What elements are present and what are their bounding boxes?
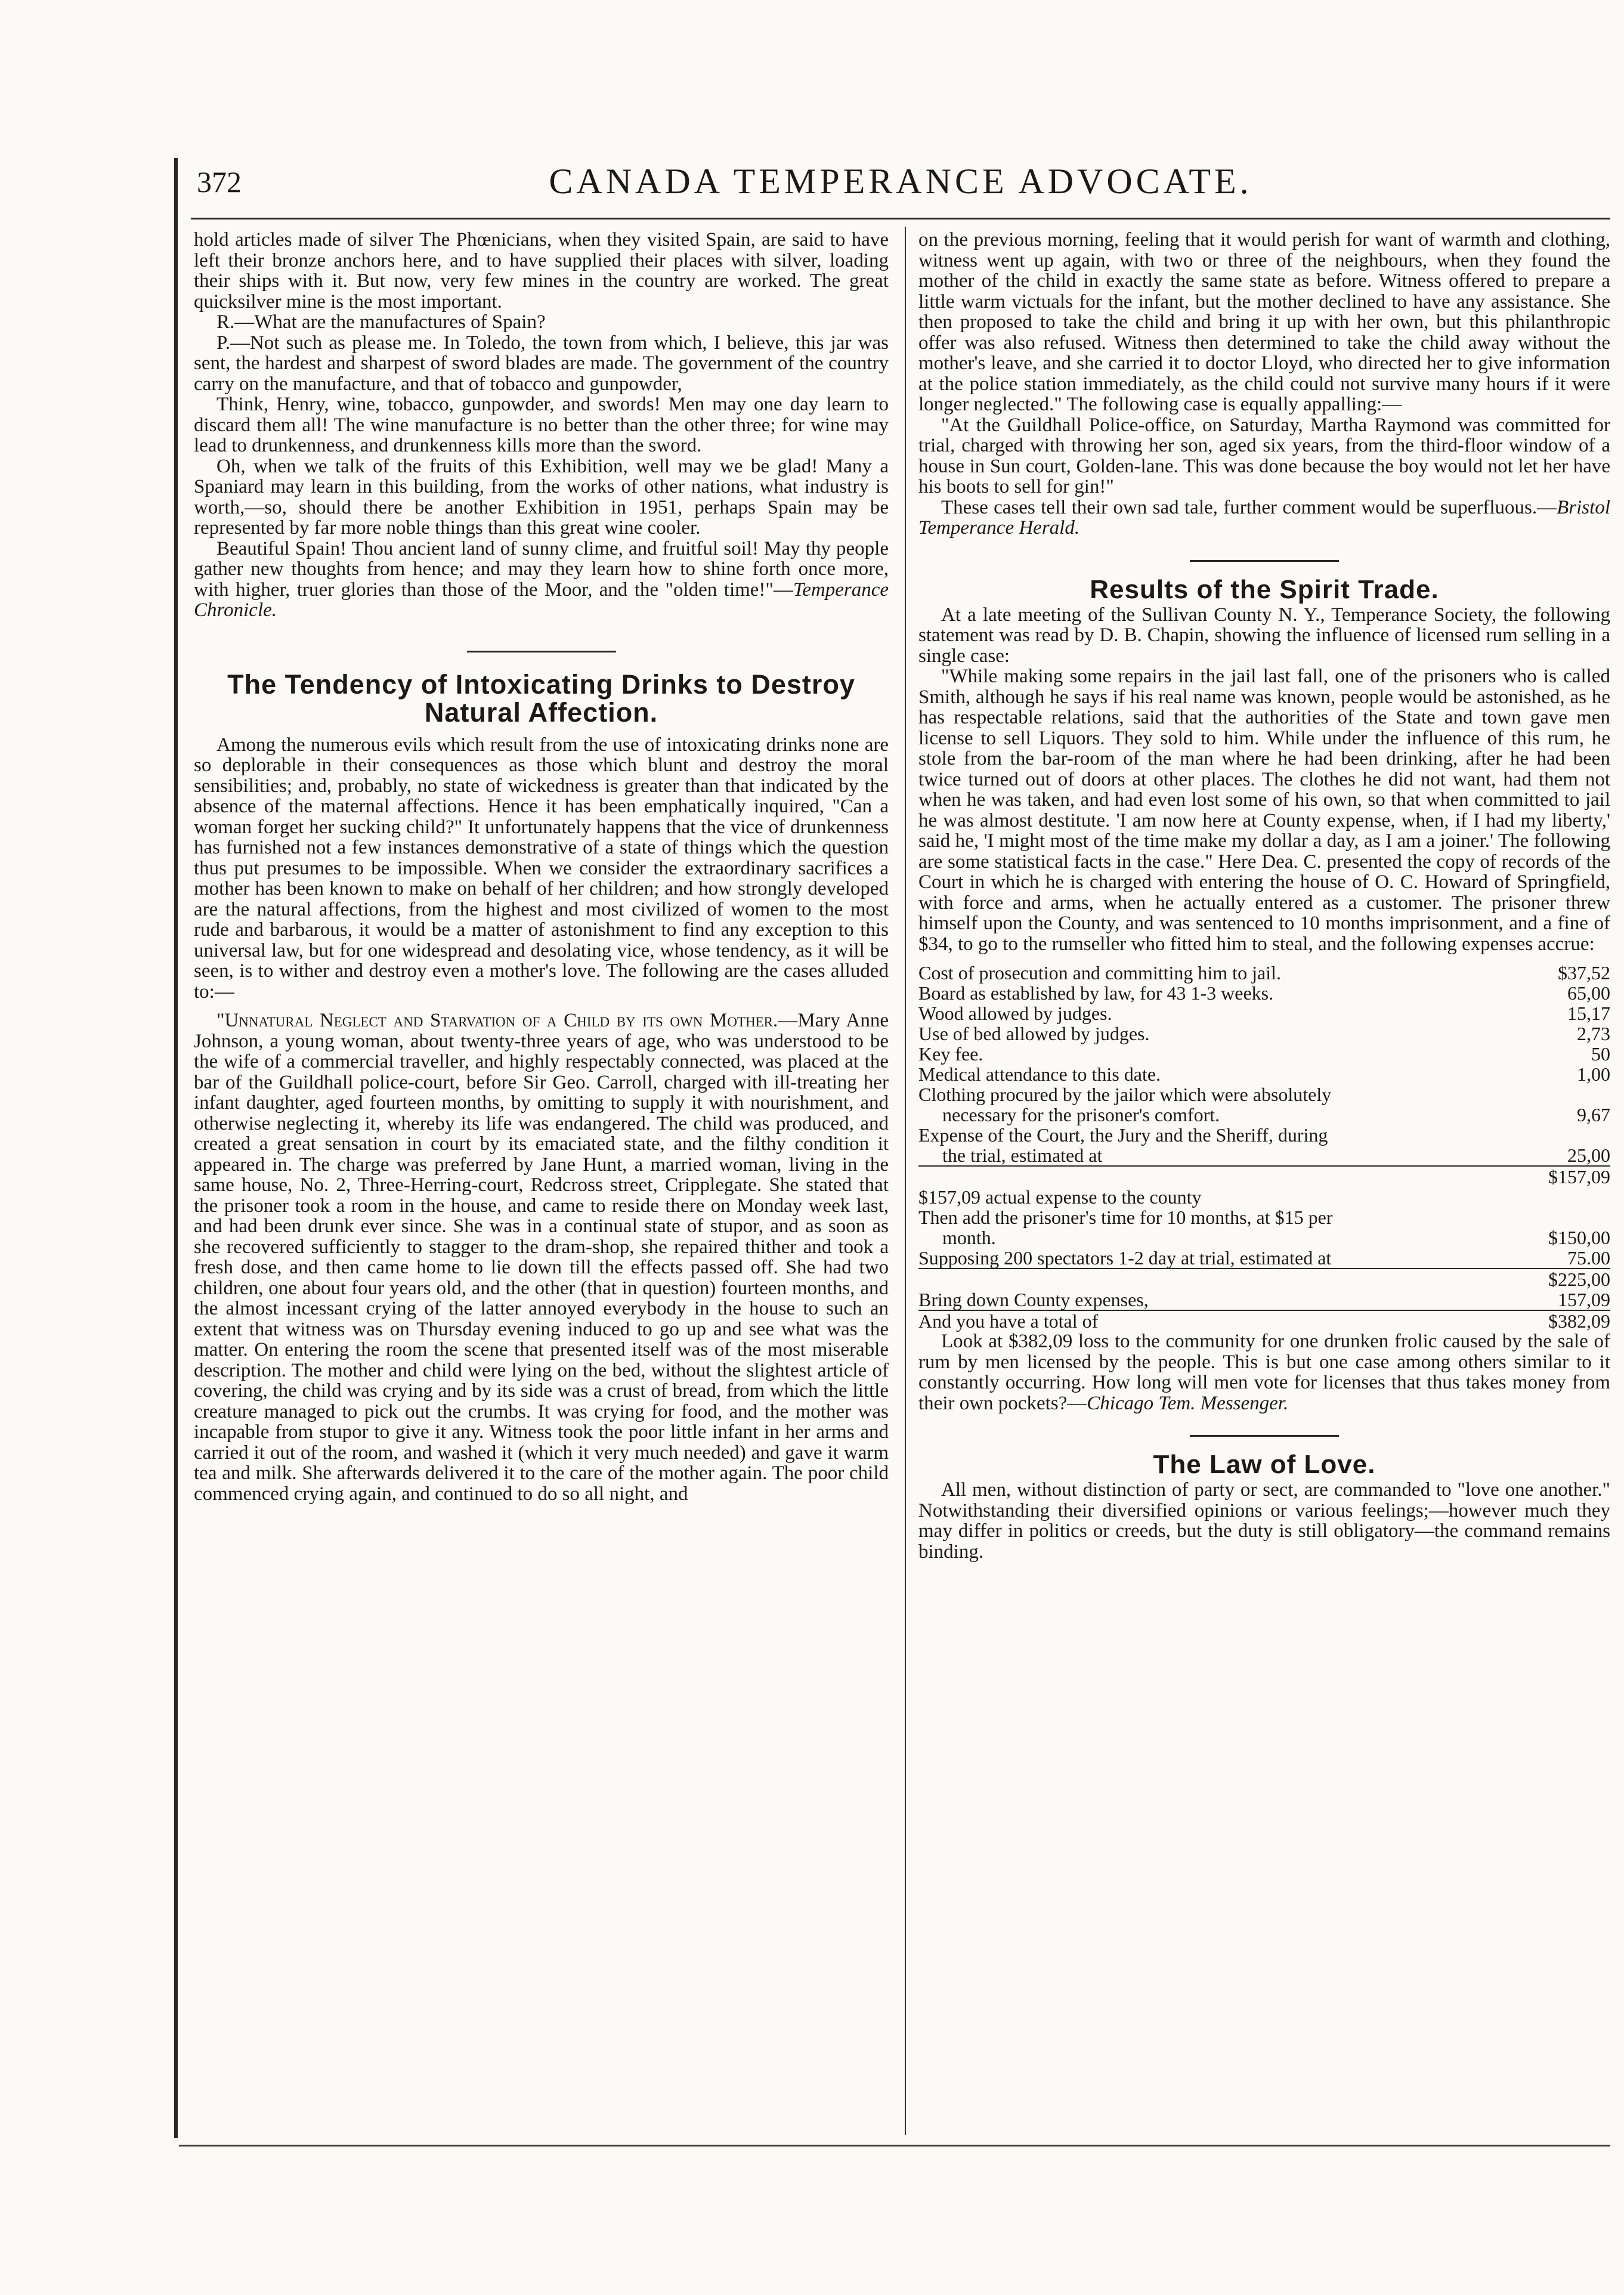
expense-description xyxy=(918,1269,1539,1289)
page-frame-rule xyxy=(174,158,178,2138)
page-number: 372 xyxy=(197,165,242,199)
paragraph: on the previous morning, feeling that it would perish for want of warmth and clothing, witness went up again, with two or three of the neighbours, when they found the mother of the child in exactly the same state as before. Witness offered to prepare a little warm victuals for the infant, but the mother declined to have any assistance. She then proposed to take the child and bring it up with her own, but this philanthropic offer was also refused. Witness then determined to take the child away without the mother's leave, and she carried it to doctor Lloyd, who directed her to give information at the police station immediately, as the child could not survive many hours if it were longer neglected." The following case is equally appalling:— xyxy=(918,229,1610,415)
expense-row xyxy=(918,1125,1610,1145)
expense-amount: $150,00 xyxy=(1548,1227,1610,1248)
paragraph: Among the numerous evils which result from the use of intoxicating drinks none are so deplorable in their consequences as those which blunt and destroy the moral sensibilities; and, probably, no state of wickedness is greater than that indicated by the absence of the maternal affections. Hence it has been emphatically inquired, "Can a woman forget her sucking child?" It unfortunately happens that the vice of drunkenness has furnished not a few instances demonstrative of a state of things which the question thus put presumes to be impossible. When we consider the extraordinary sacrifices a mother has been known to make on behalf of her children; and how strongly developed are the natural affections, from the highest and most civilized of women to the most rude and barbarous, it would be a matter of astonishment to find any exception to this universal law, but for one widespread and desolating vice, whose tendency, as it will be seen, is to wither and destroy even a mother's love. The following are the cases alluded to:— xyxy=(194,734,889,1003)
expense-amount: 15,17 xyxy=(1567,1003,1610,1024)
expense-amount: $382,09 xyxy=(1548,1310,1610,1332)
expense-amount: 50 xyxy=(1591,1043,1610,1065)
expense-amount: $157,09 xyxy=(1548,1166,1610,1187)
source-credit: Chicago Tem. Messenger. xyxy=(1087,1392,1289,1414)
expense-description: Supposing 200 spectators 1-2 day at trial, estimated at xyxy=(918,1247,1332,1269)
expense-row xyxy=(918,1145,1610,1165)
expense-amount xyxy=(1539,1187,1610,1207)
paragraph: P.—Not such as please me. In Toledo, the town from which, I believe, this jar was sent, the hardest and sharpest of sword blades are made. The government of the country carry on the manufacture, and that of tobacco and gunpowder, xyxy=(194,332,889,395)
expense-description: Clothing procured by the jailor which were absolutely xyxy=(918,1084,1332,1105)
paragraph: All men, without distinction of party or sect, are commanded to "love one another." Notwithstanding their diversified opinions or various feelings;—however much they may differ in politics or creeds, but the duty is still obligatory—the command remains binding. xyxy=(918,1479,1610,1563)
expense-amount: 157,09 xyxy=(1558,1289,1610,1310)
expense-description: month. xyxy=(942,1227,996,1248)
expense-description: Wood allowed by judges. xyxy=(918,1003,1112,1024)
case-heading: "Unnatural Neglect and Starvation of a Child by its own Mother. xyxy=(216,1010,778,1031)
expense-description: Medical attendance to this date. xyxy=(918,1063,1161,1085)
paragraph: hold articles made of silver The Phœnicians, when they visited Spain, are said to have left their bronze anchors here, and to have supplied their places with silver, loading their ships with it. But now, very few mines in the country are worked. The great quicksilver mine is the most important. xyxy=(194,229,889,313)
expense-row xyxy=(918,1044,1610,1064)
expense-description: $157,09 actual expense to the county xyxy=(918,1186,1202,1208)
paragraph-text: Look at $382,09 loss to the community for one drunken frolic caused by the sale of rum by men licensed by the people. This is but one case among others similar to it constantly occurring. How long will men vote for licenses that thus takes money from their own pockets?— xyxy=(918,1331,1610,1414)
column-divider xyxy=(905,227,906,2135)
expense-amount: 75.00 xyxy=(1567,1247,1610,1269)
expense-amount: 2,73 xyxy=(1577,1023,1610,1044)
article-heading: Results of the Spirit Trade. xyxy=(1090,574,1439,604)
source-credit: Temperance Chronicle. xyxy=(194,579,889,621)
source-credit: Bristol Temperance Herald. xyxy=(918,496,1610,539)
paragraph xyxy=(194,539,889,621)
expense-description: necessary for the prisoner's comfort. xyxy=(942,1104,1220,1125)
paragraph-text: —Mary Anne Johnson, a young woman, about twenty-three years of age, who was understood to be the wife of a commercial traveller, and highly respectably connected, was placed at the bar of the Guildhall police-court, before Sir Geo. Carroll, charged with ill-treating her infant daughter, aged fourteen months, by omitting to supply it with nourishment, and otherwise neglecting it, whereby its life was endangered. The child was produced, and created a great sensation in court by its emaciated state, and the filthy condition it appeared in. The charge was preferred by Jane Hunt, a married woman, living in the same house, No. 2, Three-Herring-court, Redcross street, Cripplegate. She stated that the prisoner took a room in the house, and came to reside there on Monday week last, and had been drunk ever since. She was in a continual state of stupor, and as soon as she recovered sufficiently to stagger to the dram-shop, she repaired thither and took a fresh dose, and then came home to lie down till the effects passed off. She had two children, one about four years old, and the other (that in question) fourteen months, and the almost incessant crying of the latter annoyed everybody in the house to such an extent that witness was on Thursday evening induced to go up and see what was the matter. On entering the room the scene that presented itself was of the most miserable description. The mother and child were lying on the bed, without the slightest article of covering, the child was crying and by its side was a crust of bread, from which the little creature managed to pick out the crumbs. It was crying for food, and the mother was incapable from stupor to give it any. Witness took the poor little infant in her arms and carried it out of the room, and washed it (which it very much needed) and gave it warm tea and milk. She afterwards delivered it to the care of the mother again. The poor child commenced crying again, and continued to do so all night, and xyxy=(194,1010,889,1505)
expense-row xyxy=(918,1207,1610,1227)
paragraph: Oh, when we talk of the fruits of this Exhibition, well may we be glad! Many a Spaniard may learn in this building, from the works of other nations, what industry is worth,—so, should there be another Exhibition in 1951, perhaps Spain may be represented by far more noble things than this great wine cooler. xyxy=(194,455,889,539)
expense-row xyxy=(918,1165,1610,1187)
expense-description: Cost of prosecution and committing him to jail. xyxy=(918,962,1281,983)
expense-row xyxy=(918,1023,1610,1044)
expense-row xyxy=(918,1289,1610,1310)
expense-amount: 65,00 xyxy=(1567,982,1610,1004)
expense-row xyxy=(918,1064,1610,1084)
paragraph: At a late meeting of the Sullivan County N. Y., Temperance Society, the following statement was read by D. B. Chapin, showing the influence of licensed rum selling in a single case: xyxy=(918,604,1610,667)
paragraph-text: Beautiful Spain! Thou ancient land of sunny clime, and fruitful soil! May thy people gather new thoughts from hence; and may they learn how to shine forth once more, with higher, truer glories than those of the Moor, and the "olden time!"— xyxy=(194,537,889,601)
paragraph: R.—What are the manufactures of Spain? xyxy=(216,311,546,333)
paragraph xyxy=(194,1010,889,1504)
expense-amount: 1,00 xyxy=(1577,1063,1610,1085)
expense-description xyxy=(918,1167,1539,1187)
expense-table xyxy=(918,963,1610,1331)
expense-description: Expense of the Court, the Jury and the Sheriff, during xyxy=(918,1124,1328,1146)
expense-description: the trial, estimated at xyxy=(942,1145,1103,1166)
left-column xyxy=(194,230,889,1504)
article-heading: The Tendency of Intoxicating Drinks to Destroy Natural Affection. xyxy=(227,669,855,728)
expense-description: Board as established by law, for 43 1-3 weeks. xyxy=(918,982,1274,1004)
expense-row xyxy=(918,963,1610,983)
expense-amount: $37,52 xyxy=(1558,962,1610,983)
expense-amount xyxy=(1539,1125,1610,1145)
expense-row xyxy=(918,1310,1610,1331)
expense-description: And you have a total of xyxy=(918,1310,1099,1332)
running-title: CANADA TEMPERANCE ADVOCATE. xyxy=(549,162,1252,201)
article-heading: The Law of Love. xyxy=(1153,1450,1376,1479)
expense-row xyxy=(918,1268,1610,1289)
expense-row xyxy=(918,1227,1610,1248)
expense-row xyxy=(918,983,1610,1003)
header-rule xyxy=(191,218,1610,219)
paragraph-text: These cases tell their own sad tale, further comment would be superfluous.— xyxy=(941,496,1557,518)
expense-description: Bring down County expenses, xyxy=(918,1289,1149,1310)
expense-description: Key fee. xyxy=(918,1043,983,1065)
paragraph: Think, Henry, wine, tobacco, gunpowder, and swords! Men may one day learn to discard them all! The wine manufacture is no better than the other three; for wine may lead to drunkenness, and drunkenness kills more than the sword. xyxy=(194,394,889,456)
expense-description: Then add the prisoner's time for 10 months, at $15 per xyxy=(918,1207,1333,1228)
expense-amount: $225,00 xyxy=(1548,1269,1610,1290)
bottom-rule xyxy=(179,2145,1610,2146)
expense-row xyxy=(918,1187,1610,1207)
paragraph xyxy=(918,497,1610,539)
page-header xyxy=(191,161,1610,209)
paragraph: "At the Guildhall Police-office, on Saturday, Martha Raymond was committed for trial, charged with throwing her son, aged six years, from the third-floor window of a house in Sun court, Golden-lane. This was done because the boy would not let her have his boots to sell for gin!" xyxy=(918,414,1610,497)
expense-row xyxy=(918,1003,1610,1023)
expense-amount: 9,67 xyxy=(1577,1104,1610,1125)
paragraph: "While making some repairs in the jail last fall, one of the prisoners who is called Smith, although he says if his real name was known, people would be astonished, as he has respectable relations, said that the authorities of the State and town gave men license to sell Liquors. They sold to him. While under the influence of this rum, he stole from the bar-room of the man where he had been drinking, after he had been twice turned out of doors at other places. The clothes he did not want, had them not when he was taken, and had even lost some of his own, so that when committed to jail he was almost destitute. 'I am now here at County expense, when, if I had my liberty,' said he, 'I might most of the time make my dollar a day, as I am a joiner.' The following are some statistical facts in the case." Here Dea. C. presented the copy of records of the Court in which he is charged with entering the house of O. C. Howard of Springfield, with force and arms, when he actually entered as a customer. The prisoner threw himself upon the County, and was sentenced to 10 months imprisonment, and a fine of $34, to go to the rumseller who fitted him to steal, and the following expenses accrue: xyxy=(918,666,1610,955)
expense-amount xyxy=(1539,1207,1610,1227)
expense-row xyxy=(918,1248,1610,1268)
paragraph xyxy=(918,1331,1610,1414)
right-column xyxy=(918,230,1610,1562)
expense-amount xyxy=(1539,1084,1610,1105)
expense-description: Use of bed allowed by judges. xyxy=(918,1023,1150,1044)
expense-row xyxy=(918,1105,1610,1125)
expense-row xyxy=(918,1084,1610,1105)
expense-amount: 25,00 xyxy=(1567,1145,1610,1166)
